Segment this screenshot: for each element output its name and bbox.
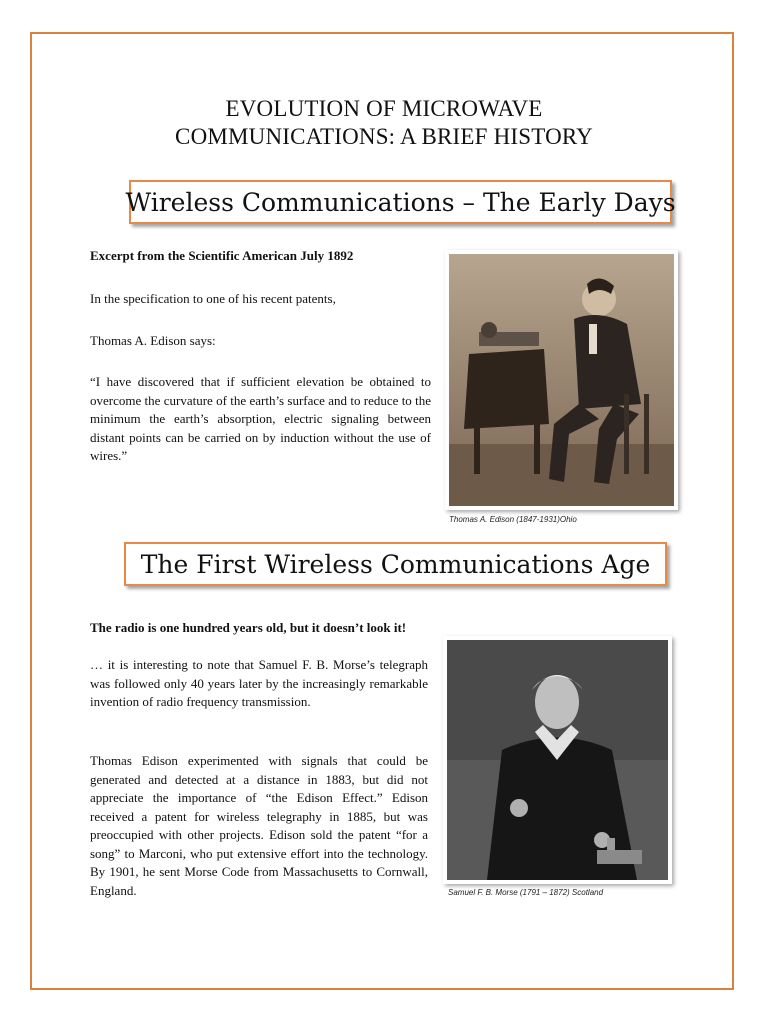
morse-photo <box>443 636 672 884</box>
section-heading-text: Wireless Communications – The Early Days <box>125 187 676 217</box>
document-title <box>0 95 768 151</box>
excerpt-label: Excerpt from the Scientific American July 1892 <box>90 248 354 263</box>
edison-says: Thomas A. Edison says: <box>90 333 216 348</box>
morse-portrait-image <box>447 640 668 880</box>
title-line-2: COMMUNICATIONS: A BRIEF HISTORY <box>175 124 593 149</box>
edison-photo <box>445 250 678 510</box>
section-heading-early-days <box>125 180 676 224</box>
morse-photo-caption: Samuel F. B. Morse (1791 – 1872) Scotland <box>448 888 604 897</box>
title-line-1: EVOLUTION OF MICROWAVE <box>225 96 543 121</box>
edison-effect-paragraph: Thomas Edison experimented with signals that could be generated and detected at a distance in 1883, but did not appreciate the importance of “the Edison Effect.” Edison received a patent for wireless telegraphy in 1885, but was preoccupied with other projects. Edison sold the patent “for a song” to Marconi, who put extensive effort into the technology. By 1901, he sent Morse Code from Massachusetts to Cornwall, England. <box>90 753 428 898</box>
edison-portrait-image <box>449 254 674 506</box>
edison-quote: “I have discovered that if sufficient elevation be obtained to overcome the curvature of the earth’s surface and to reduce to the minimum the earth’s absorption, electric signaling between distant points can be carried on by induction without the use of wires.” <box>90 374 431 463</box>
morse-paragraph: … it is interesting to note that Samuel F. B. Morse’s telegraph was followed only 40 years later by the increasingly remarkable invention of radio frequency transmission. <box>90 657 428 709</box>
radio-lead: The radio is one hundred years old, but it doesn’t look it! <box>90 620 407 635</box>
edison-photo-caption: Thomas A. Edison (1847-1931)Ohio <box>449 515 577 524</box>
intro-paragraph: In the specification to one of his recent patents, <box>90 291 336 306</box>
section-heading-text: The First Wireless Communications Age <box>140 549 651 579</box>
section-heading-first-age <box>124 542 667 586</box>
